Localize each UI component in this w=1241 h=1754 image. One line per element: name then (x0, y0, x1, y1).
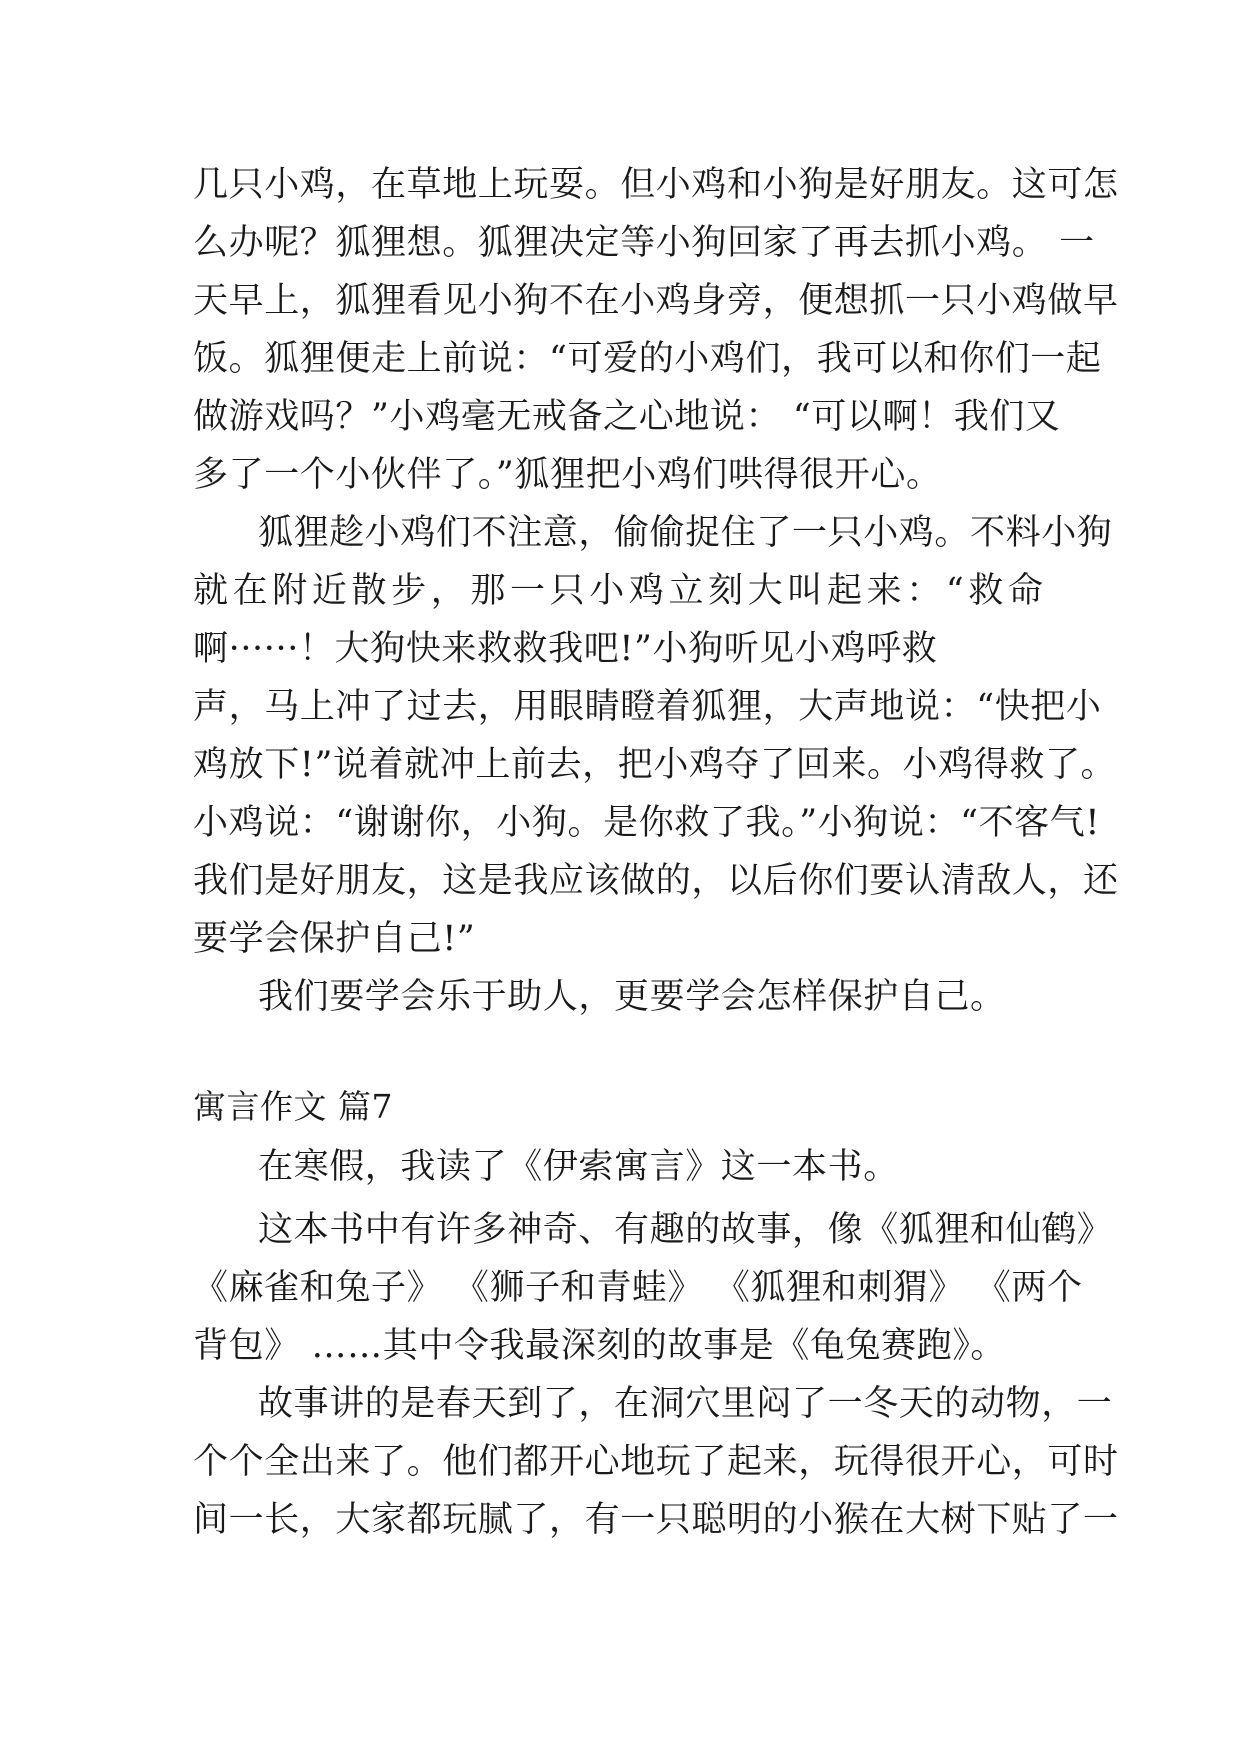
text-line: 么办呢？狐狸想。狐狸决定等小狗回家了再去抓小鸡。 一 (193, 223, 1095, 263)
text-line: 做游戏吗？”小鸡毫无戒备之心地说： “可以啊！我们又 (193, 397, 1061, 437)
text-line: 《麻雀和兔子》 《狮子和青蛙》 《狐狸和刺猬》 《两个 (193, 1268, 1083, 1308)
text-line: 这本书中有许多神奇、有趣的故事，像《狐狸和仙鹤》 (258, 1210, 1113, 1250)
text-line: 小鸡说：“谢谢你，小狗。是你救了我。”小狗说：“不客气! (193, 803, 1101, 843)
text-line: 狐狸趁小鸡们不注意，偷偷捉住了一只小鸡。不料小狗 (258, 513, 1113, 553)
text-line: 个个全出来了。他们都开心地玩了起来，玩得很开心，可时 (193, 1442, 1119, 1482)
text-line: 就在附近散步，那一只小鸡立刻大叫起来：“救命 (193, 571, 1043, 611)
text-line: 要学会保护自己!” (193, 919, 476, 959)
text-line: 多了一个小伙伴了。”狐狸把小鸡们哄得很开心。 (193, 455, 942, 495)
text-line: 天早上，狐狸看见小狗不在小鸡身旁，便想抓一只小鸡做早 (193, 281, 1119, 321)
text-line: 啊······！大狗快来救救我吧!”小狗听见小鸡呼救 (193, 629, 938, 669)
text-line: 鸡放下!”说着就冲上前去，把小鸡夺了回来。小鸡得救了。 (193, 745, 1117, 785)
text-line: 背包》 ……其中令我最深刻的故事是《龟兔赛跑》。 (193, 1326, 1007, 1366)
text-line: 故事讲的是春天到了，在洞穴里闷了一冬天的动物，一 (258, 1384, 1113, 1424)
text-line: 声，马上冲了过去，用眼睛瞪着狐狸，大声地说：“快把小 (193, 687, 1102, 727)
text-line: 我们要学会乐于助人，更要学会怎样保护自己。 (258, 977, 1006, 1017)
text-line: 在寒假，我读了《伊索寓言》这一本书。 (258, 1147, 899, 1187)
section-heading: 寓言作文 篇7 (193, 1087, 393, 1126)
text-line: 饭。狐狸便走上前说：“可爱的小鸡们，我可以和你们一起 (193, 339, 1102, 379)
text-line: 几只小鸡，在草地上玩耍。但小鸡和小狗是好朋友。这可怎 (193, 165, 1119, 205)
text-line: 我们是好朋友，这是我应该做的，以后你们要认清敌人，还 (193, 861, 1119, 901)
text-line: 间一长，大家都玩腻了，有一只聪明的小猴在大树下贴了一 (193, 1500, 1119, 1540)
